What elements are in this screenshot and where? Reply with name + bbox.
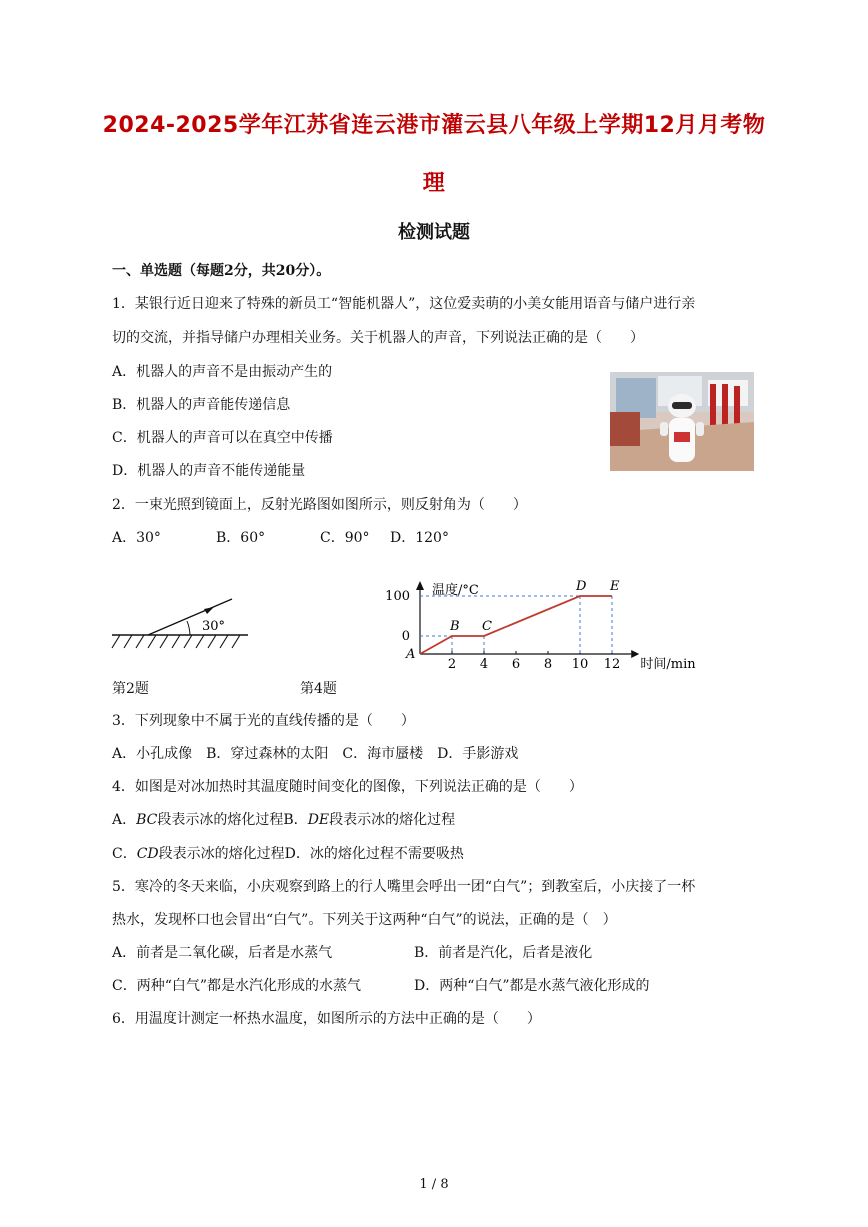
point-label-e: E: [610, 579, 620, 594]
q4-stem: 4．如图是对冰加热时其温度随时间变化的图像，下列说法正确的是（ ）: [112, 779, 583, 795]
q1-option-c: C．机器人的声音可以在真空中传播: [112, 430, 333, 446]
q3-stem: 3．下列现象中不属于光的直线传播的是（ ）: [112, 713, 415, 729]
x-tick-label: 4: [479, 657, 489, 672]
y-axis-arrow: [416, 581, 424, 590]
temperature-time-chart: [370, 578, 730, 678]
temperature-series-line: [420, 596, 612, 654]
q3-options: A．小孔成像 B．穿过森林的太阳 C．海市蜃楼 D．手影游戏: [112, 746, 519, 762]
angle-label: 30°: [202, 619, 226, 634]
exam-subtitle: 检测试题: [398, 222, 470, 243]
q5-stem-line2: 热水，发现杯口也会冒出“白气”。下列关于这两种“白气”的说法，正确的是（ ）: [112, 912, 617, 928]
x-axis-label: 时间/min: [640, 657, 696, 672]
q4-option-c-prefix: C．: [112, 846, 137, 862]
y-tick-label: 0: [401, 629, 410, 644]
y-axis-label: 温度/°C: [432, 583, 479, 598]
robot-photo: [610, 372, 754, 471]
q5-option-b: B．前者是汽化，后者是液化: [414, 945, 593, 961]
q2-option-c: C．90°: [320, 530, 370, 546]
q4-option-b-text: 段表示冰的熔化过程: [329, 812, 456, 828]
x-tick-label: 6: [511, 657, 521, 672]
q2-option-b: B．60°: [216, 530, 266, 546]
q4-option-a-segment: BC: [136, 812, 158, 828]
q2-stem: 2．一束光照到镜面上，反射光路图如图所示，则反射角为（ ）: [112, 497, 527, 513]
exam-title-line2: 理: [422, 171, 446, 196]
x-tick-label: 10: [571, 657, 589, 672]
mirror-hatching: [112, 635, 240, 648]
mirror-reflection-figure: [108, 590, 258, 660]
q1-option-a: A．机器人的声音不是由振动产生的: [112, 364, 333, 380]
q4-options-cd: [112, 843, 464, 863]
q1-stem-line2: 切的交流，并指导储户办理相关业务。关于机器人的声音，下列说法正确的是（ ）: [112, 330, 644, 346]
x-tick-label: 8: [543, 657, 553, 672]
q4-option-c-text: 段表示冰的熔化过程: [158, 846, 285, 862]
q4-options-ab: [112, 809, 455, 829]
y-tick-label: 100: [385, 589, 410, 604]
x-axis-arrow: [631, 650, 639, 658]
q5-stem-line1: 5．寒冷的冬天来临，小庆观察到路上的行人嘴里会呼出一团“白气”；到教室后，小庆接了一杯: [112, 879, 696, 895]
q5-option-a: A．前者是二氧化碳，后者是水蒸气: [112, 945, 333, 961]
q4-option-b-prefix: B．: [283, 812, 308, 828]
q4-option-d: D．冰的熔化过程不需要吸热: [284, 846, 464, 862]
q6-stem: 6．用温度计测定一杯热水温度，如图所示的方法中正确的是（ ）: [112, 1011, 541, 1027]
chart-svg: [370, 578, 730, 678]
point-label-c: C: [482, 619, 492, 634]
section-heading: 一、单选题（每题2分，共20分）。: [112, 263, 331, 279]
q4-option-b-segment: DE: [307, 812, 330, 828]
q1-stem-line1: 1．某银行近日迎来了特殊的新员工“智能机器人”，这位爱卖萌的小美女能用语音与储户进行亲: [112, 296, 696, 312]
angle-arc: [187, 621, 190, 635]
q4-option-a-text: 段表示冰的熔化过程: [157, 812, 284, 828]
x-tick-label: 12: [603, 657, 621, 672]
point-label-d: D: [576, 579, 587, 594]
ray-arrow: [204, 607, 214, 614]
q5-option-c: C．两种“白气”都是水汽化形成的水蒸气: [112, 978, 362, 994]
q1-option-d: D．机器人的声音不能传递能量: [112, 463, 306, 479]
figure-caption-q2: 第2题: [112, 681, 149, 697]
q4-option-a-prefix: A．: [112, 812, 137, 828]
page-number: 1 / 8: [419, 1177, 449, 1192]
point-label-a: A: [406, 647, 416, 662]
q2-option-a: A．30°: [112, 530, 161, 546]
x-tick-label: 2: [447, 657, 457, 672]
q2-option-d: D．120°: [390, 530, 449, 546]
figure-caption-q4: 第4题: [300, 681, 337, 697]
point-label-b: B: [450, 619, 460, 634]
q1-option-b: B．机器人的声音能传递信息: [112, 397, 291, 413]
q5-option-d: D．两种“白气”都是水蒸气液化形成的: [414, 978, 650, 994]
q4-option-c-segment: CD: [136, 846, 159, 862]
exam-title-line1: 2024-2025学年江苏省连云港市灌云县八年级上学期12月月考物: [102, 113, 766, 138]
